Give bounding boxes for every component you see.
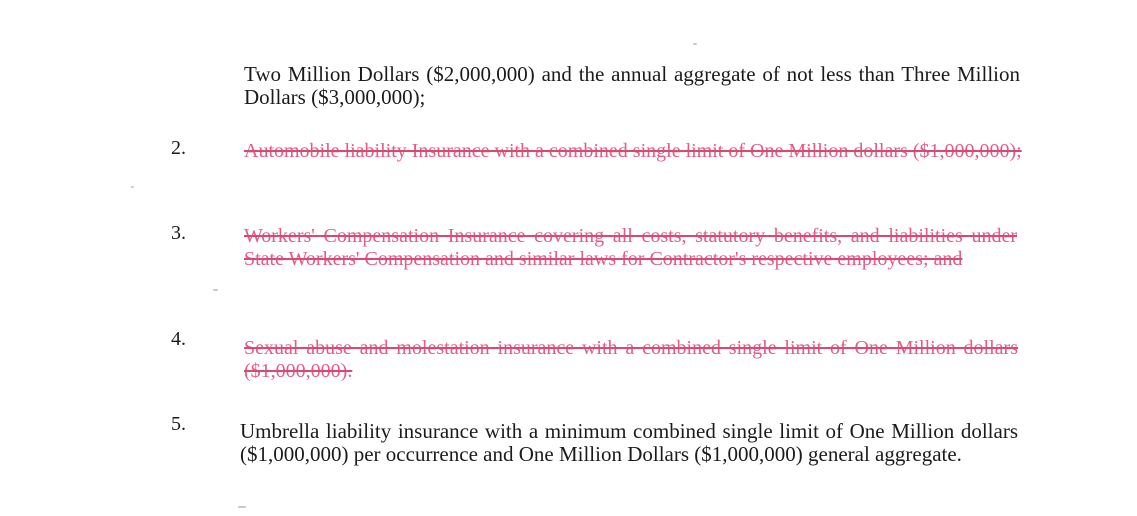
scan-speck: [693, 43, 697, 45]
scan-speck: [238, 506, 246, 508]
item-text-3-struck: Workers' Compensation Insurance covering all costs, statutory benefits, and liabilities under State Workers' Compensation and similar laws for Contractor's respective employees; and: [244, 225, 1017, 270]
item-text-2-struck: Automobile liability Insurance with a combined single limit of One Million dollars ($1,000,000);: [244, 140, 1022, 162]
continuation-paragraph: Two Million Dollars ($2,000,000) and the annual aggregate of not less than Three Million Dollars ($3,000,000);: [244, 62, 1020, 109]
item-text-4-struck: Sexual abuse and molestation insurance with a combined single limit of One Million dollars ($1,000,000).: [244, 337, 1018, 382]
item-number-4: 4.: [171, 328, 186, 350]
item-number-2: 2.: [171, 137, 186, 159]
scan-speck: [213, 289, 218, 291]
item-text-5: Umbrella liability insurance with a minimum combined single limit of One Million dollars ($1,000,000) per occurrence and One Million Dollars ($1,000,000) general aggregate.: [240, 419, 1018, 466]
item-number-3: 3.: [171, 222, 186, 244]
scan-speck: [131, 186, 134, 188]
item-number-5: 5.: [171, 413, 186, 435]
